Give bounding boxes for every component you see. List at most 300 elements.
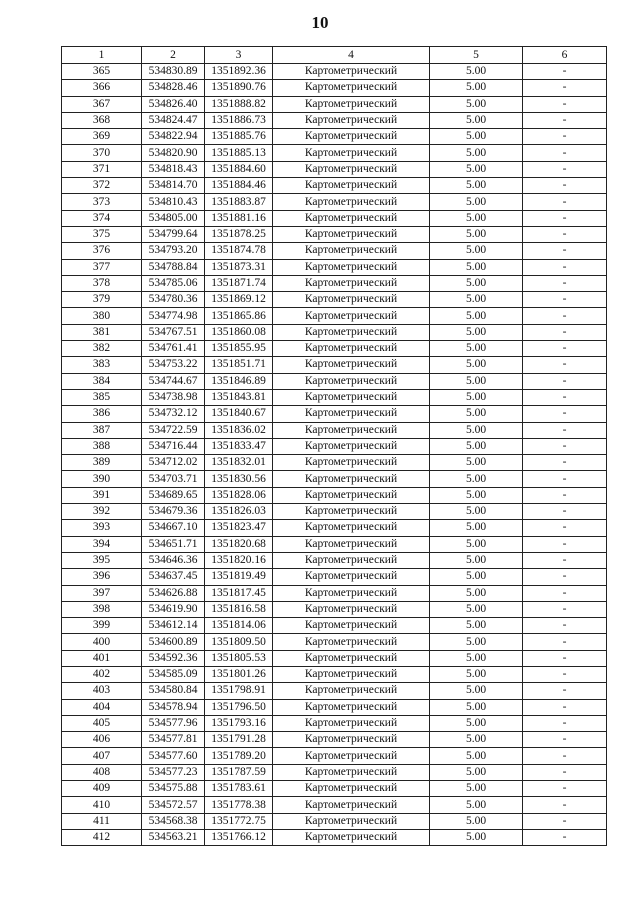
table-row (62, 732, 607, 748)
method-cell: Картометрический (273, 471, 430, 487)
x-coordinate-cell: 534738.98 (142, 389, 205, 405)
point-number-cell: 410 (62, 797, 142, 813)
x-coordinate-cell: 534568.38 (142, 813, 205, 829)
method-cell: Картометрический (273, 145, 430, 161)
note-cell: - (523, 601, 607, 617)
table-row (62, 813, 607, 829)
method-cell: Картометрический (273, 64, 430, 80)
point-number-cell: 386 (62, 406, 142, 422)
table-row (62, 748, 607, 764)
note-cell: - (523, 308, 607, 324)
table-row (62, 406, 607, 422)
x-coordinate-cell: 534651.71 (142, 536, 205, 552)
table-row (62, 308, 607, 324)
x-coordinate-cell: 534577.81 (142, 732, 205, 748)
y-coordinate-cell: 1351883.87 (205, 194, 273, 210)
table-row (62, 487, 607, 503)
accuracy-cell: 5.00 (430, 666, 523, 682)
note-cell: - (523, 292, 607, 308)
x-coordinate-cell: 534637.45 (142, 569, 205, 585)
note-cell: - (523, 732, 607, 748)
y-coordinate-cell: 1351874.78 (205, 243, 273, 259)
point-number-cell: 370 (62, 145, 142, 161)
x-coordinate-cell: 534580.84 (142, 683, 205, 699)
y-coordinate-cell: 1351823.47 (205, 520, 273, 536)
note-cell: - (523, 764, 607, 780)
method-cell: Картометрический (273, 112, 430, 128)
y-coordinate-cell: 1351778.38 (205, 797, 273, 813)
note-cell: - (523, 129, 607, 145)
point-number-cell: 375 (62, 226, 142, 242)
x-coordinate-cell: 534780.36 (142, 292, 205, 308)
point-number-cell: 377 (62, 259, 142, 275)
point-number-cell: 408 (62, 764, 142, 780)
x-coordinate-cell: 534703.71 (142, 471, 205, 487)
y-coordinate-cell: 1351878.25 (205, 226, 273, 242)
table-row (62, 373, 607, 389)
accuracy-cell: 5.00 (430, 194, 523, 210)
y-coordinate-cell: 1351885.76 (205, 129, 273, 145)
x-coordinate-cell: 534578.94 (142, 699, 205, 715)
note-cell: - (523, 585, 607, 601)
x-coordinate-cell: 534830.89 (142, 64, 205, 80)
y-coordinate-cell: 1351860.08 (205, 324, 273, 340)
table-row (62, 618, 607, 634)
accuracy-cell: 5.00 (430, 504, 523, 520)
y-coordinate-cell: 1351830.56 (205, 471, 273, 487)
method-cell: Картометрический (273, 194, 430, 210)
accuracy-cell: 5.00 (430, 422, 523, 438)
method-cell: Картометрический (273, 406, 430, 422)
point-number-cell: 404 (62, 699, 142, 715)
y-coordinate-cell: 1351766.12 (205, 829, 273, 845)
point-number-cell: 388 (62, 438, 142, 454)
y-coordinate-cell: 1351885.13 (205, 145, 273, 161)
point-number-cell: 401 (62, 650, 142, 666)
x-coordinate-cell: 534577.96 (142, 715, 205, 731)
x-coordinate-cell: 534814.70 (142, 178, 205, 194)
y-coordinate-cell: 1351873.31 (205, 259, 273, 275)
coordinates-table (61, 46, 607, 846)
point-number-cell: 381 (62, 324, 142, 340)
method-cell: Картометрический (273, 243, 430, 259)
table-row (62, 683, 607, 699)
note-cell: - (523, 210, 607, 226)
note-cell: - (523, 520, 607, 536)
y-coordinate-cell: 1351814.06 (205, 618, 273, 634)
accuracy-cell: 5.00 (430, 650, 523, 666)
x-coordinate-cell: 534626.88 (142, 585, 205, 601)
method-cell: Картометрический (273, 829, 430, 845)
table-row (62, 210, 607, 226)
note-cell: - (523, 634, 607, 650)
method-cell: Картометрический (273, 585, 430, 601)
method-cell: Картометрический (273, 438, 430, 454)
note-cell: - (523, 373, 607, 389)
table-row (62, 552, 607, 568)
method-cell: Картометрический (273, 699, 430, 715)
note-cell: - (523, 471, 607, 487)
table-row (62, 112, 607, 128)
method-cell: Картометрический (273, 634, 430, 650)
y-coordinate-cell: 1351840.67 (205, 406, 273, 422)
x-coordinate-cell: 534810.43 (142, 194, 205, 210)
y-coordinate-cell: 1351789.20 (205, 748, 273, 764)
header-cell-2: 2 (142, 47, 205, 64)
table-header (62, 47, 607, 64)
note-cell: - (523, 699, 607, 715)
method-cell: Картометрический (273, 732, 430, 748)
accuracy-cell: 5.00 (430, 389, 523, 405)
header-cell-4: 4 (273, 47, 430, 64)
point-number-cell: 390 (62, 471, 142, 487)
note-cell: - (523, 797, 607, 813)
accuracy-cell: 5.00 (430, 520, 523, 536)
y-coordinate-cell: 1351855.95 (205, 341, 273, 357)
method-cell: Картометрический (273, 178, 430, 194)
note-cell: - (523, 389, 607, 405)
point-number-cell: 368 (62, 112, 142, 128)
point-number-cell: 391 (62, 487, 142, 503)
method-cell: Картометрический (273, 781, 430, 797)
table-row (62, 764, 607, 780)
table-row (62, 715, 607, 731)
x-coordinate-cell: 534767.51 (142, 324, 205, 340)
note-cell: - (523, 324, 607, 340)
table-row (62, 520, 607, 536)
method-cell: Картометрический (273, 748, 430, 764)
table-row (62, 324, 607, 340)
accuracy-cell: 5.00 (430, 797, 523, 813)
method-cell: Картометрический (273, 504, 430, 520)
method-cell: Картометрический (273, 813, 430, 829)
y-coordinate-cell: 1351809.50 (205, 634, 273, 650)
table-row (62, 601, 607, 617)
method-cell: Картометрический (273, 210, 430, 226)
y-coordinate-cell: 1351881.16 (205, 210, 273, 226)
y-coordinate-cell: 1351869.12 (205, 292, 273, 308)
x-coordinate-cell: 534600.89 (142, 634, 205, 650)
x-coordinate-cell: 534646.36 (142, 552, 205, 568)
y-coordinate-cell: 1351817.45 (205, 585, 273, 601)
accuracy-cell: 5.00 (430, 585, 523, 601)
point-number-cell: 403 (62, 683, 142, 699)
accuracy-cell: 5.00 (430, 145, 523, 161)
y-coordinate-cell: 1351884.46 (205, 178, 273, 194)
note-cell: - (523, 80, 607, 96)
table-row (62, 292, 607, 308)
y-coordinate-cell: 1351888.82 (205, 96, 273, 112)
y-coordinate-cell: 1351816.58 (205, 601, 273, 617)
accuracy-cell: 5.00 (430, 732, 523, 748)
point-number-cell: 393 (62, 520, 142, 536)
point-number-cell: 378 (62, 275, 142, 291)
method-cell: Картометрический (273, 536, 430, 552)
method-cell: Картометрический (273, 666, 430, 682)
method-cell: Картометрический (273, 797, 430, 813)
y-coordinate-cell: 1351871.74 (205, 275, 273, 291)
x-coordinate-cell: 534788.84 (142, 259, 205, 275)
accuracy-cell: 5.00 (430, 210, 523, 226)
x-coordinate-cell: 534826.40 (142, 96, 205, 112)
accuracy-cell: 5.00 (430, 373, 523, 389)
method-cell: Картометрический (273, 601, 430, 617)
method-cell: Картометрический (273, 308, 430, 324)
table-row (62, 797, 607, 813)
y-coordinate-cell: 1351865.86 (205, 308, 273, 324)
note-cell: - (523, 161, 607, 177)
accuracy-cell: 5.00 (430, 487, 523, 503)
y-coordinate-cell: 1351886.73 (205, 112, 273, 128)
method-cell: Картометрический (273, 80, 430, 96)
x-coordinate-cell: 534824.47 (142, 112, 205, 128)
method-cell: Картометрический (273, 161, 430, 177)
table-row (62, 161, 607, 177)
y-coordinate-cell: 1351836.02 (205, 422, 273, 438)
point-number-cell: 399 (62, 618, 142, 634)
table-row (62, 259, 607, 275)
x-coordinate-cell: 534592.36 (142, 650, 205, 666)
accuracy-cell: 5.00 (430, 618, 523, 634)
header-cell-5: 5 (430, 47, 523, 64)
y-coordinate-cell: 1351820.68 (205, 536, 273, 552)
accuracy-cell: 5.00 (430, 438, 523, 454)
x-coordinate-cell: 534785.06 (142, 275, 205, 291)
accuracy-cell: 5.00 (430, 552, 523, 568)
note-cell: - (523, 813, 607, 829)
note-cell: - (523, 552, 607, 568)
point-number-cell: 402 (62, 666, 142, 682)
accuracy-cell: 5.00 (430, 536, 523, 552)
method-cell: Картометрический (273, 341, 430, 357)
note-cell: - (523, 341, 607, 357)
note-cell: - (523, 504, 607, 520)
point-number-cell: 385 (62, 389, 142, 405)
accuracy-cell: 5.00 (430, 275, 523, 291)
x-coordinate-cell: 534753.22 (142, 357, 205, 373)
note-cell: - (523, 487, 607, 503)
x-coordinate-cell: 534712.02 (142, 455, 205, 471)
point-number-cell: 374 (62, 210, 142, 226)
table-row (62, 178, 607, 194)
point-number-cell: 365 (62, 64, 142, 80)
note-cell: - (523, 829, 607, 845)
y-coordinate-cell: 1351793.16 (205, 715, 273, 731)
note-cell: - (523, 650, 607, 666)
accuracy-cell: 5.00 (430, 80, 523, 96)
y-coordinate-cell: 1351846.89 (205, 373, 273, 389)
note-cell: - (523, 357, 607, 373)
method-cell: Картометрический (273, 96, 430, 112)
accuracy-cell: 5.00 (430, 64, 523, 80)
y-coordinate-cell: 1351820.16 (205, 552, 273, 568)
method-cell: Картометрический (273, 618, 430, 634)
x-coordinate-cell: 534722.59 (142, 422, 205, 438)
point-number-cell: 380 (62, 308, 142, 324)
note-cell: - (523, 618, 607, 634)
y-coordinate-cell: 1351884.60 (205, 161, 273, 177)
x-coordinate-cell: 534744.67 (142, 373, 205, 389)
note-cell: - (523, 781, 607, 797)
table-row (62, 829, 607, 845)
point-number-cell: 371 (62, 161, 142, 177)
y-coordinate-cell: 1351833.47 (205, 438, 273, 454)
y-coordinate-cell: 1351832.01 (205, 455, 273, 471)
method-cell: Картометрический (273, 324, 430, 340)
x-coordinate-cell: 534820.90 (142, 145, 205, 161)
point-number-cell: 407 (62, 748, 142, 764)
point-number-cell: 369 (62, 129, 142, 145)
point-number-cell: 366 (62, 80, 142, 96)
y-coordinate-cell: 1351826.03 (205, 504, 273, 520)
x-coordinate-cell: 534828.46 (142, 80, 205, 96)
accuracy-cell: 5.00 (430, 683, 523, 699)
page-number: 10 (311, 13, 329, 32)
note-cell: - (523, 275, 607, 291)
x-coordinate-cell: 534822.94 (142, 129, 205, 145)
table-row (62, 129, 607, 145)
point-number-cell: 372 (62, 178, 142, 194)
table-row (62, 438, 607, 454)
method-cell: Картометрический (273, 373, 430, 389)
point-number-cell: 397 (62, 585, 142, 601)
accuracy-cell: 5.00 (430, 341, 523, 357)
x-coordinate-cell: 534793.20 (142, 243, 205, 259)
point-number-cell: 387 (62, 422, 142, 438)
table-row (62, 243, 607, 259)
table-row (62, 634, 607, 650)
table-row (62, 471, 607, 487)
y-coordinate-cell: 1351843.81 (205, 389, 273, 405)
method-cell: Картометрический (273, 569, 430, 585)
method-cell: Картометрический (273, 292, 430, 308)
x-coordinate-cell: 534805.00 (142, 210, 205, 226)
note-cell: - (523, 748, 607, 764)
point-number-cell: 367 (62, 96, 142, 112)
x-coordinate-cell: 534774.98 (142, 308, 205, 324)
point-number-cell: 400 (62, 634, 142, 650)
x-coordinate-cell: 534818.43 (142, 161, 205, 177)
note-cell: - (523, 536, 607, 552)
accuracy-cell: 5.00 (430, 161, 523, 177)
table-row (62, 699, 607, 715)
point-number-cell: 382 (62, 341, 142, 357)
y-coordinate-cell: 1351787.59 (205, 764, 273, 780)
point-number-cell: 412 (62, 829, 142, 845)
table-row (62, 504, 607, 520)
table-row (62, 226, 607, 242)
table-row (62, 585, 607, 601)
method-cell: Картометрический (273, 389, 430, 405)
point-number-cell: 394 (62, 536, 142, 552)
accuracy-cell: 5.00 (430, 813, 523, 829)
point-number-cell: 383 (62, 357, 142, 373)
header-cell-6: 6 (523, 47, 607, 64)
accuracy-cell: 5.00 (430, 748, 523, 764)
x-coordinate-cell: 534572.57 (142, 797, 205, 813)
y-coordinate-cell: 1351819.49 (205, 569, 273, 585)
note-cell: - (523, 243, 607, 259)
table-row (62, 341, 607, 357)
table-row (62, 96, 607, 112)
table-row (62, 80, 607, 96)
accuracy-cell: 5.00 (430, 471, 523, 487)
y-coordinate-cell: 1351828.06 (205, 487, 273, 503)
table-row (62, 145, 607, 161)
x-coordinate-cell: 534689.65 (142, 487, 205, 503)
note-cell: - (523, 406, 607, 422)
method-cell: Картометрический (273, 683, 430, 699)
accuracy-cell: 5.00 (430, 96, 523, 112)
accuracy-cell: 5.00 (430, 292, 523, 308)
method-cell: Картометрический (273, 520, 430, 536)
accuracy-cell: 5.00 (430, 324, 523, 340)
method-cell: Картометрический (273, 275, 430, 291)
x-coordinate-cell: 534577.60 (142, 748, 205, 764)
method-cell: Картометрический (273, 455, 430, 471)
table-row (62, 275, 607, 291)
table-row (62, 455, 607, 471)
method-cell: Картометрический (273, 226, 430, 242)
point-number-cell: 406 (62, 732, 142, 748)
method-cell: Картометрический (273, 650, 430, 666)
x-coordinate-cell: 534716.44 (142, 438, 205, 454)
method-cell: Картометрический (273, 764, 430, 780)
note-cell: - (523, 178, 607, 194)
x-coordinate-cell: 534799.64 (142, 226, 205, 242)
table-row (62, 194, 607, 210)
point-number-cell: 376 (62, 243, 142, 259)
method-cell: Картометрический (273, 552, 430, 568)
note-cell: - (523, 715, 607, 731)
y-coordinate-cell: 1351791.28 (205, 732, 273, 748)
accuracy-cell: 5.00 (430, 243, 523, 259)
note-cell: - (523, 226, 607, 242)
header-row (62, 47, 607, 64)
accuracy-cell: 5.00 (430, 699, 523, 715)
x-coordinate-cell: 534667.10 (142, 520, 205, 536)
point-number-cell: 396 (62, 569, 142, 585)
accuracy-cell: 5.00 (430, 569, 523, 585)
table-row (62, 389, 607, 405)
x-coordinate-cell: 534563.21 (142, 829, 205, 845)
note-cell: - (523, 438, 607, 454)
accuracy-cell: 5.00 (430, 764, 523, 780)
point-number-cell: 411 (62, 813, 142, 829)
note-cell: - (523, 145, 607, 161)
accuracy-cell: 5.00 (430, 259, 523, 275)
accuracy-cell: 5.00 (430, 178, 523, 194)
table-row (62, 357, 607, 373)
note-cell: - (523, 422, 607, 438)
accuracy-cell: 5.00 (430, 129, 523, 145)
point-number-cell: 373 (62, 194, 142, 210)
accuracy-cell: 5.00 (430, 406, 523, 422)
x-coordinate-cell: 534679.36 (142, 504, 205, 520)
accuracy-cell: 5.00 (430, 226, 523, 242)
point-number-cell: 389 (62, 455, 142, 471)
note-cell: - (523, 112, 607, 128)
table-row (62, 422, 607, 438)
x-coordinate-cell: 534585.09 (142, 666, 205, 682)
accuracy-cell: 5.00 (430, 357, 523, 373)
point-number-cell: 409 (62, 781, 142, 797)
header-cell-1: 1 (62, 47, 142, 64)
note-cell: - (523, 64, 607, 80)
x-coordinate-cell: 534612.14 (142, 618, 205, 634)
point-number-cell: 379 (62, 292, 142, 308)
note-cell: - (523, 666, 607, 682)
